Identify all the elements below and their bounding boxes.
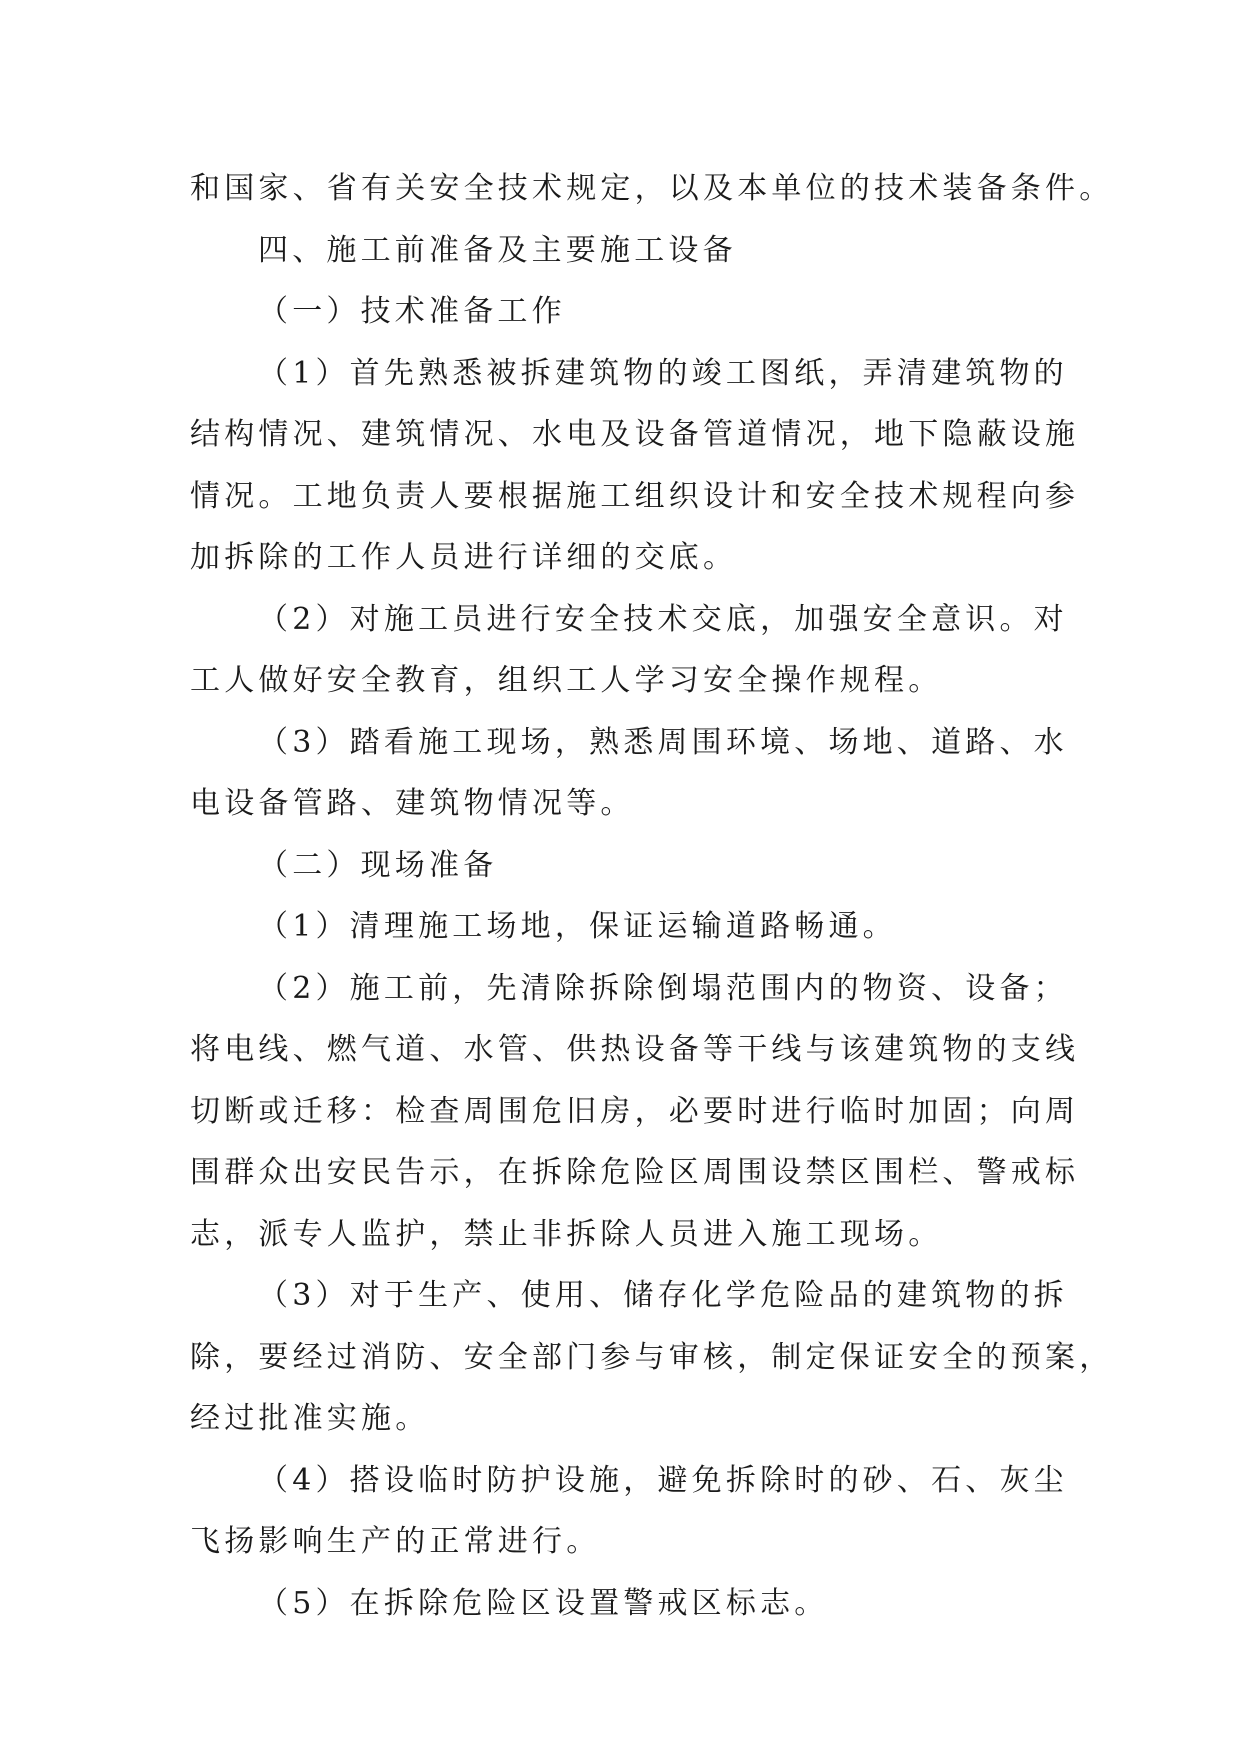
text-line: 结构情况、建筑情况、水电及设备管道情况，地下隐蔽设施: [190, 417, 1080, 452]
text-line: （二）现场准备: [258, 847, 498, 883]
paragraph-item: [190, 712, 1068, 835]
subsection-heading-1: [190, 281, 1060, 343]
text-line: 工人做好安全教育，组织工人学习安全操作规程。: [190, 663, 943, 698]
paragraph-item: [190, 1573, 1060, 1635]
text-line: 和国家、省有关安全技术规定，以及本单位的技术装备条件。: [190, 171, 1114, 206]
text-line: （5）在拆除危险区设置警戒区标志。: [258, 1585, 829, 1621]
subsection-heading-2: [190, 835, 1060, 897]
text-line: 飞扬影响生产的正常进行。: [190, 1524, 601, 1559]
text-line: （1）清理施工场地，保证运输道路畅通。: [258, 909, 897, 944]
text-line: 志，派专人监护，禁止非拆除人员进入施工现场。: [190, 1216, 943, 1252]
paragraph-continuation: [190, 158, 1114, 220]
text-line: 经过批准实施。: [190, 1401, 430, 1436]
paragraph-item: [190, 1265, 1114, 1450]
text-line: （3）对于生产、使用、储存化学危险品的建筑物的拆: [258, 1278, 1068, 1313]
text-line: 情况。工地负责人要根据施工组织设计和安全技术规程向参: [190, 478, 1080, 514]
paragraph-item: [190, 1450, 1068, 1573]
document-body: [190, 158, 1114, 1634]
text-line: 四、施工前准备及主要施工设备: [258, 232, 737, 268]
text-line: 加拆除的工作人员进行详细的交底。: [190, 540, 738, 575]
text-line: （2）施工前，先清除拆除倒塌范围内的物资、设备；: [258, 970, 1068, 1006]
text-line: 电设备管路、建筑物情况等。: [190, 786, 635, 821]
text-line: （2）对施工员进行安全技术交底，加强安全意识。对: [258, 601, 1068, 637]
text-line: 除，要经过消防、安全部门参与审核，制定保证安全的预案，: [190, 1339, 1114, 1375]
text-line: 围群众出安民告示，在拆除危险区周围设禁区围栏、警戒标: [190, 1155, 1080, 1190]
paragraph-item: [190, 343, 1080, 589]
text-line: （1）首先熟悉被拆建筑物的竣工图纸，弄清建筑物的: [258, 355, 1068, 391]
section-heading-4: [190, 220, 1060, 282]
text-line: 切断或迁移：检查周围危旧房，必要时进行临时加固；向周: [190, 1093, 1080, 1129]
text-line: （4）搭设临时防护设施，避免拆除时的砂、石、灰尘: [258, 1462, 1068, 1498]
text-line: （一）技术准备工作: [258, 294, 566, 329]
text-line: （3）踏看施工现场，熟悉周围环境、场地、道路、水: [258, 724, 1068, 760]
paragraph-item: [190, 589, 1068, 712]
paragraph-item: [190, 896, 1060, 958]
text-line: 将电线、燃气道、水管、供热设备等干线与该建筑物的支线: [190, 1032, 1080, 1067]
paragraph-item: [190, 958, 1080, 1266]
